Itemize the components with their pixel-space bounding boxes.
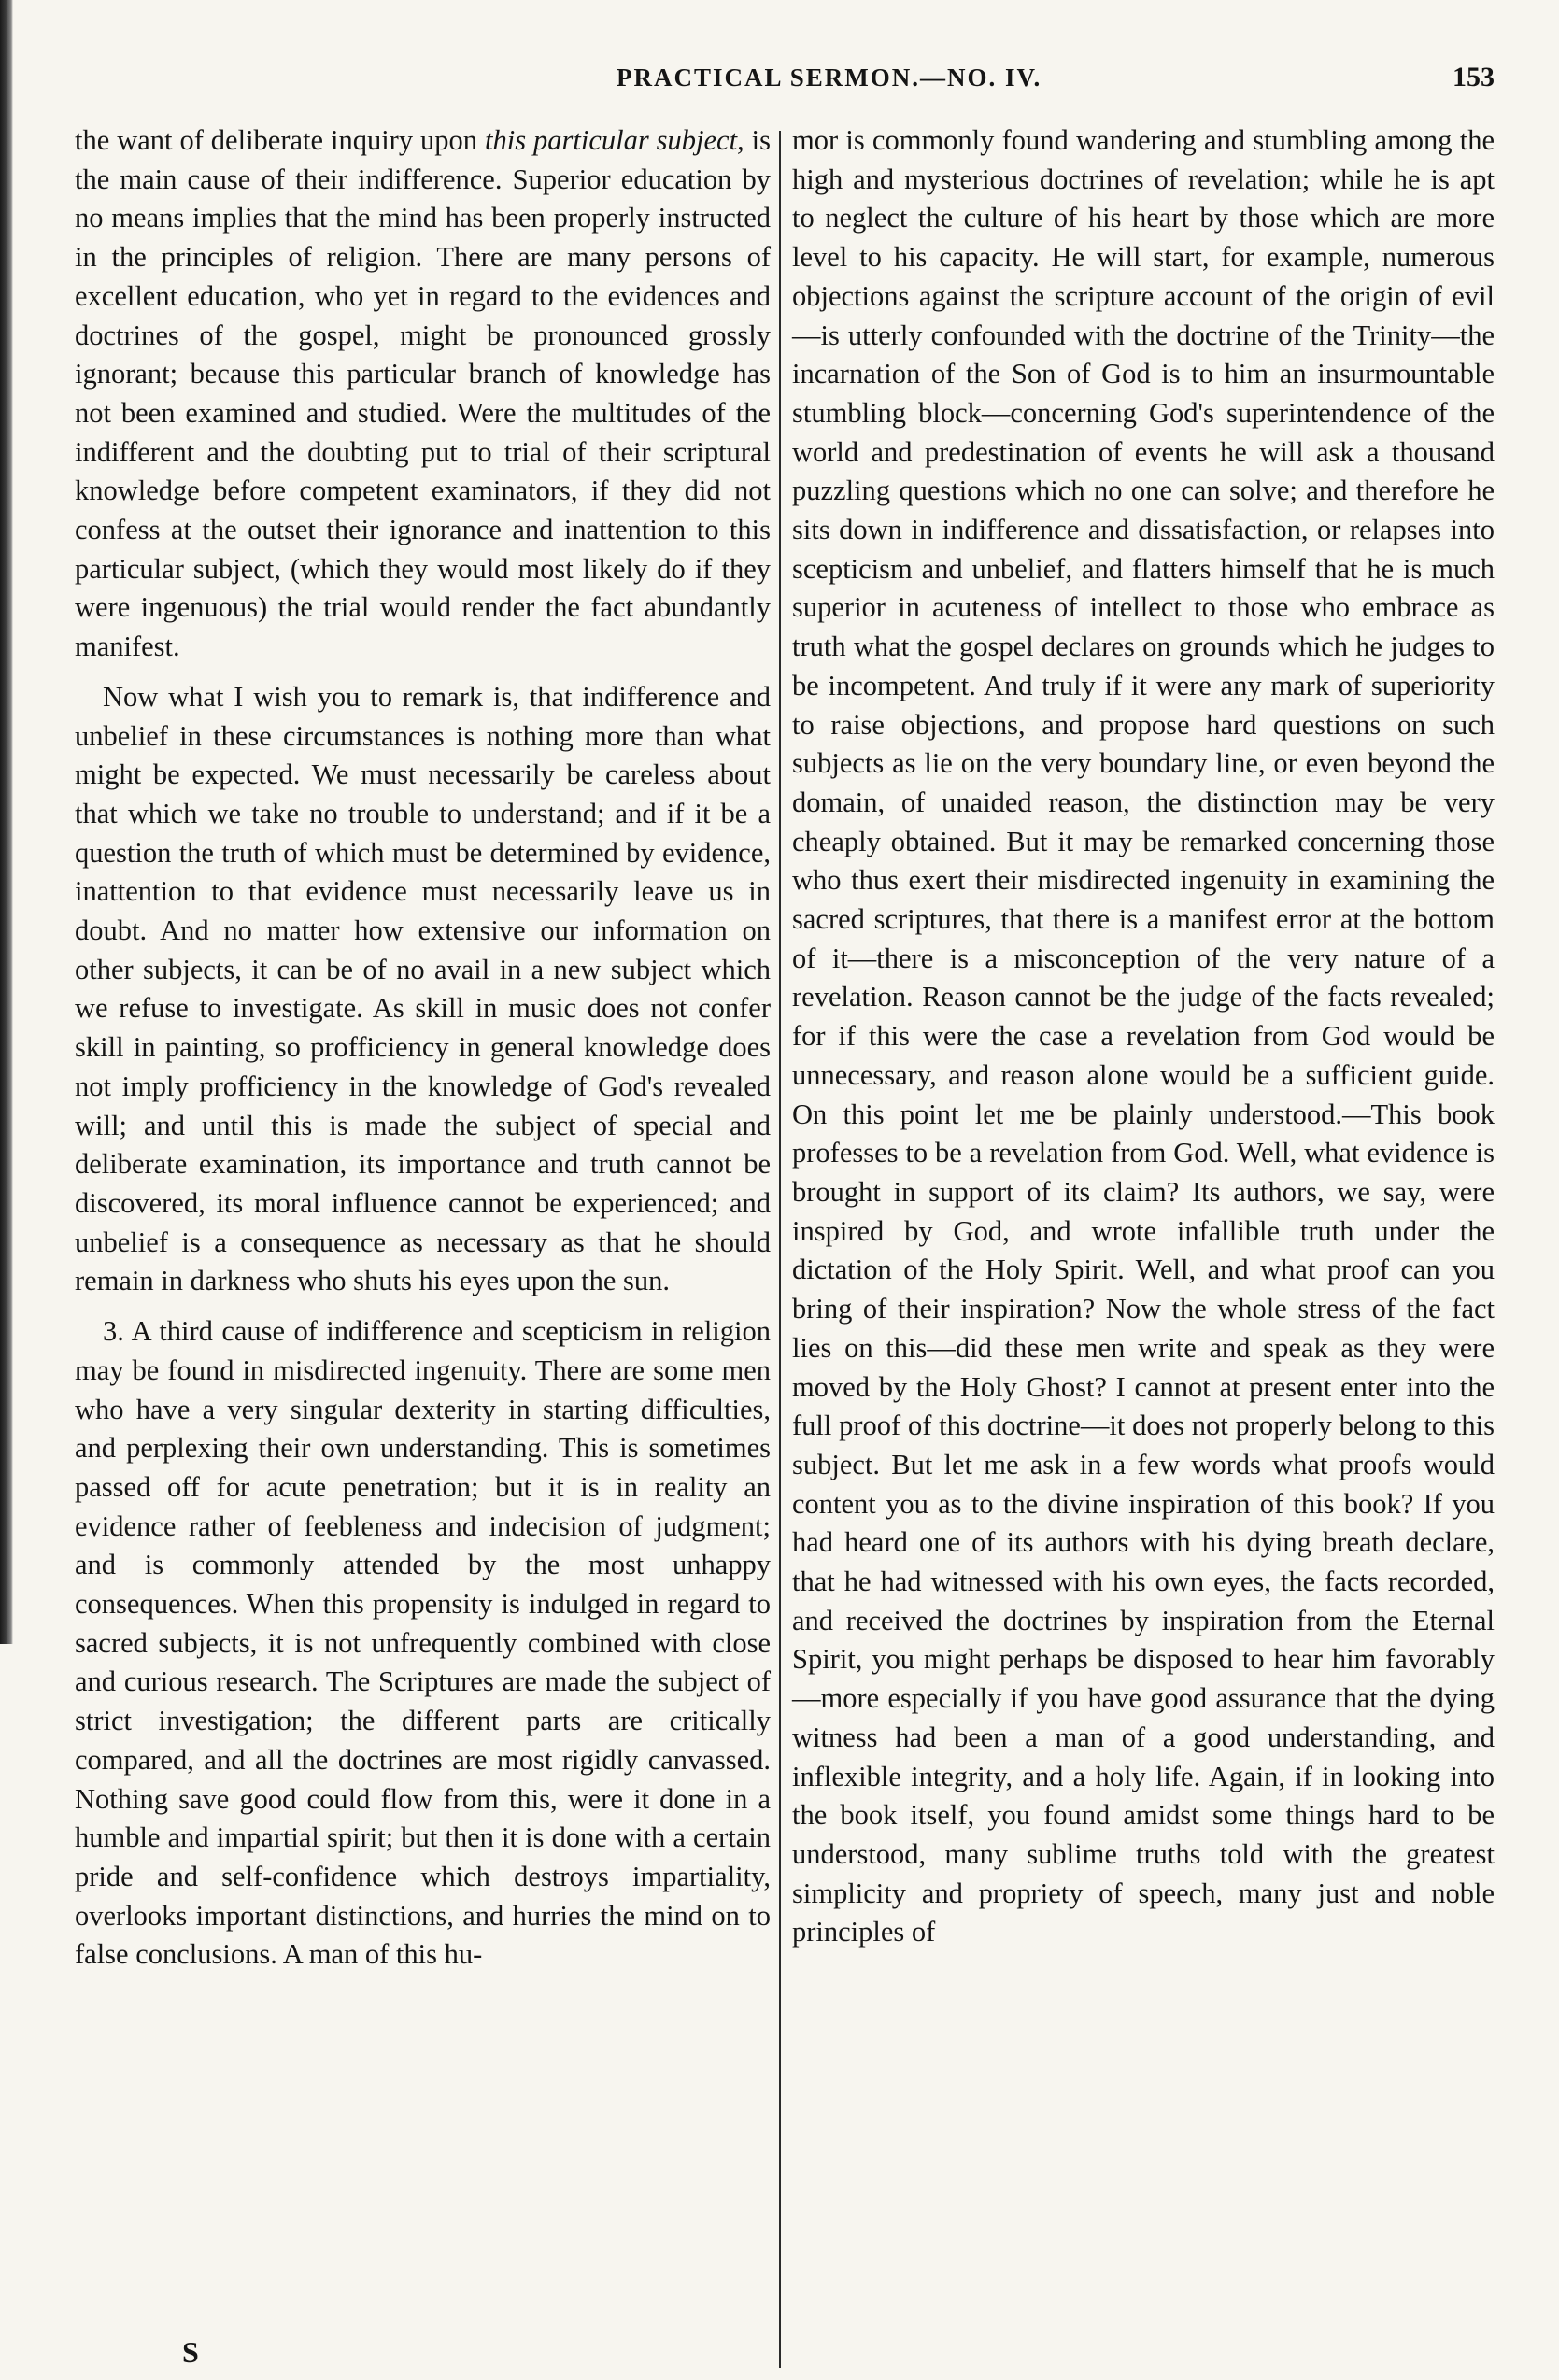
left-p1-text-b: is the main cause of their indifference. Superior education by no means implies that the mind has been properly instructed in the principles of religion. There are many persons of excellent education, who yet in regard to the evidences and doctrines of the gospel, might be pronounced grossly ignorant; because this particular branch of knowledge has not been examined and studied. Were the multitudes of the indifferent and the doubting put to trial of their scriptural knowledge before competent examinators, if they did not confess at the outset their ignorance and inattention to this particular subject, (which they would most likely do if they were ingenuous) the trial would render the fact abundantly manifest. <box>75 124 771 663</box>
left-paragraph-1 <box>75 121 771 667</box>
right-column <box>792 121 1495 1952</box>
left-column <box>75 121 771 1975</box>
left-paragraph-3: 3. A third cause of indifference and scepticism in religion may be found in misdirected ingenuity. There are some men who have a very singular dexterity in starting difficulties, and perplexing their own understanding. This is sometimes passed off for acute penetration; but it is in reality an evidence rather of feebleness and indecision of judgment; and is commonly attended by the most unhappy consequences. When this propensity is indulged in regard to sacred subjects, it is not unfrequently combined with close and curious research. The Scriptures are made the subject of strict investigation; the different parts are critically compared, and all the doctrines are most rigidly canvassed. Nothing save good could flow from this, were it done in a humble and impartial spirit; but then it is done with a certain pride and self-confidence which destroys impartiality, overlooks important distinctions, and hurries the mind on to false conclusions. A man of this hu- <box>75 1315 771 1971</box>
binding-edge <box>0 0 13 1644</box>
left-p1-emphasis: this particular subject, <box>485 124 744 156</box>
running-head: PRACTICAL SERMON.—NO. IV. <box>617 64 1042 92</box>
column-divider <box>779 131 781 2368</box>
left-p1-text-a: the want of deliberate inquiry upon <box>75 124 485 156</box>
left-paragraph-2: Now what I wish you to remark is, that indifference and unbelief in these circumstances is nothing more than what might be expected. We must necessarily be careless about that which we take no trouble to understand; and if it be a question the truth of which must be determined by evidence, inattention to that evidence must necessarily leave us in doubt. And no matter how extensive our information on other subjects, it can be of no avail in a new subject which we refuse to investigate. As skill in music does not confer skill in painting, so profficiency in general knowledge does not imply profficiency in the knowledge of God's revealed will; and until this is made the subject of special and deliberate examination, its importance and truth cannot be discovered, its moral influence cannot be experienced; and unbelief is a consequence as necessary as that he should remain in darkness who shuts his eyes upon the sun. <box>75 680 771 1297</box>
page-header <box>75 52 1495 99</box>
page-number: 153 <box>1453 62 1495 92</box>
right-paragraph-1: mor is commonly found wandering and stumbling among the high and mysterious doctrines of revelation; while he is apt to neglect the culture of his heart by those which are more level to his capacity. He will start, for example, numerous objections against the scripture account of the origin of evil—is utterly confounded with the doctrine of the Trinity—the incarnation of the Son of God is to him an insurmountable stumbling block—concerning God's superintendence of the world and predestination of events he will ask a thousand puzzling questions which no one can solve; and therefore he sits down in indifference and dissatisfaction, or relapses into scepticism and unbelief, and flatters himself that he is much superior in acuteness of intellect to those who embrace as truth what the gospel declares on grounds which he judges to be incompetent. And truly if it were any mark of superiority to raise objections, and propose hard questions on such subjects as lie on the very boundary line, or even beyond the domain, of unaided reason, the distinction may be very cheaply obtained. But it may be remarked concerning those who thus exert their misdirected ingenuity in examining the sacred scriptures, that there is a manifest error at the bottom of it—there is a misconception of the very nature of a revelation. Reason cannot be the judge of the facts revealed; for if this were the case a revelation from God would be unnecessary, and reason alone would be a sufficient guide. On this point let me be plainly understood.—This book professes to be a revelation from God. Well, what evidence is brought in support of its claim? Its authors, we say, were inspired by God, and wrote infallible truth under the dictation of the Holy Spirit. Well, and what proof can you bring of their inspiration? Now the whole stress of the fact lies on this—did these men write and speak as they were moved by the Holy Ghost? I cannot at present enter into the full proof of this doctrine—it does not properly belong to this subject. But let me ask in a few words what proofs would content you as to the divine inspiration of this book? If you had heard one of its authors with his dying breath declare, that he had witnessed with his own eyes, the facts recorded, and received the doctrines by inspiration from the Eternal Spirit, you might perhaps be disposed to hear him favorably—more especially if you have good assurance that the dying witness had been a man of a good understanding, and inflexible integrity, and a holy life. Again, if in looking into the book itself, you found amidst some things hard to be understood, many sublime truths told with the greatest simplicity and propriety of speech, many just and noble principles of <box>792 124 1495 1948</box>
signature-mark: S <box>182 2335 199 2369</box>
